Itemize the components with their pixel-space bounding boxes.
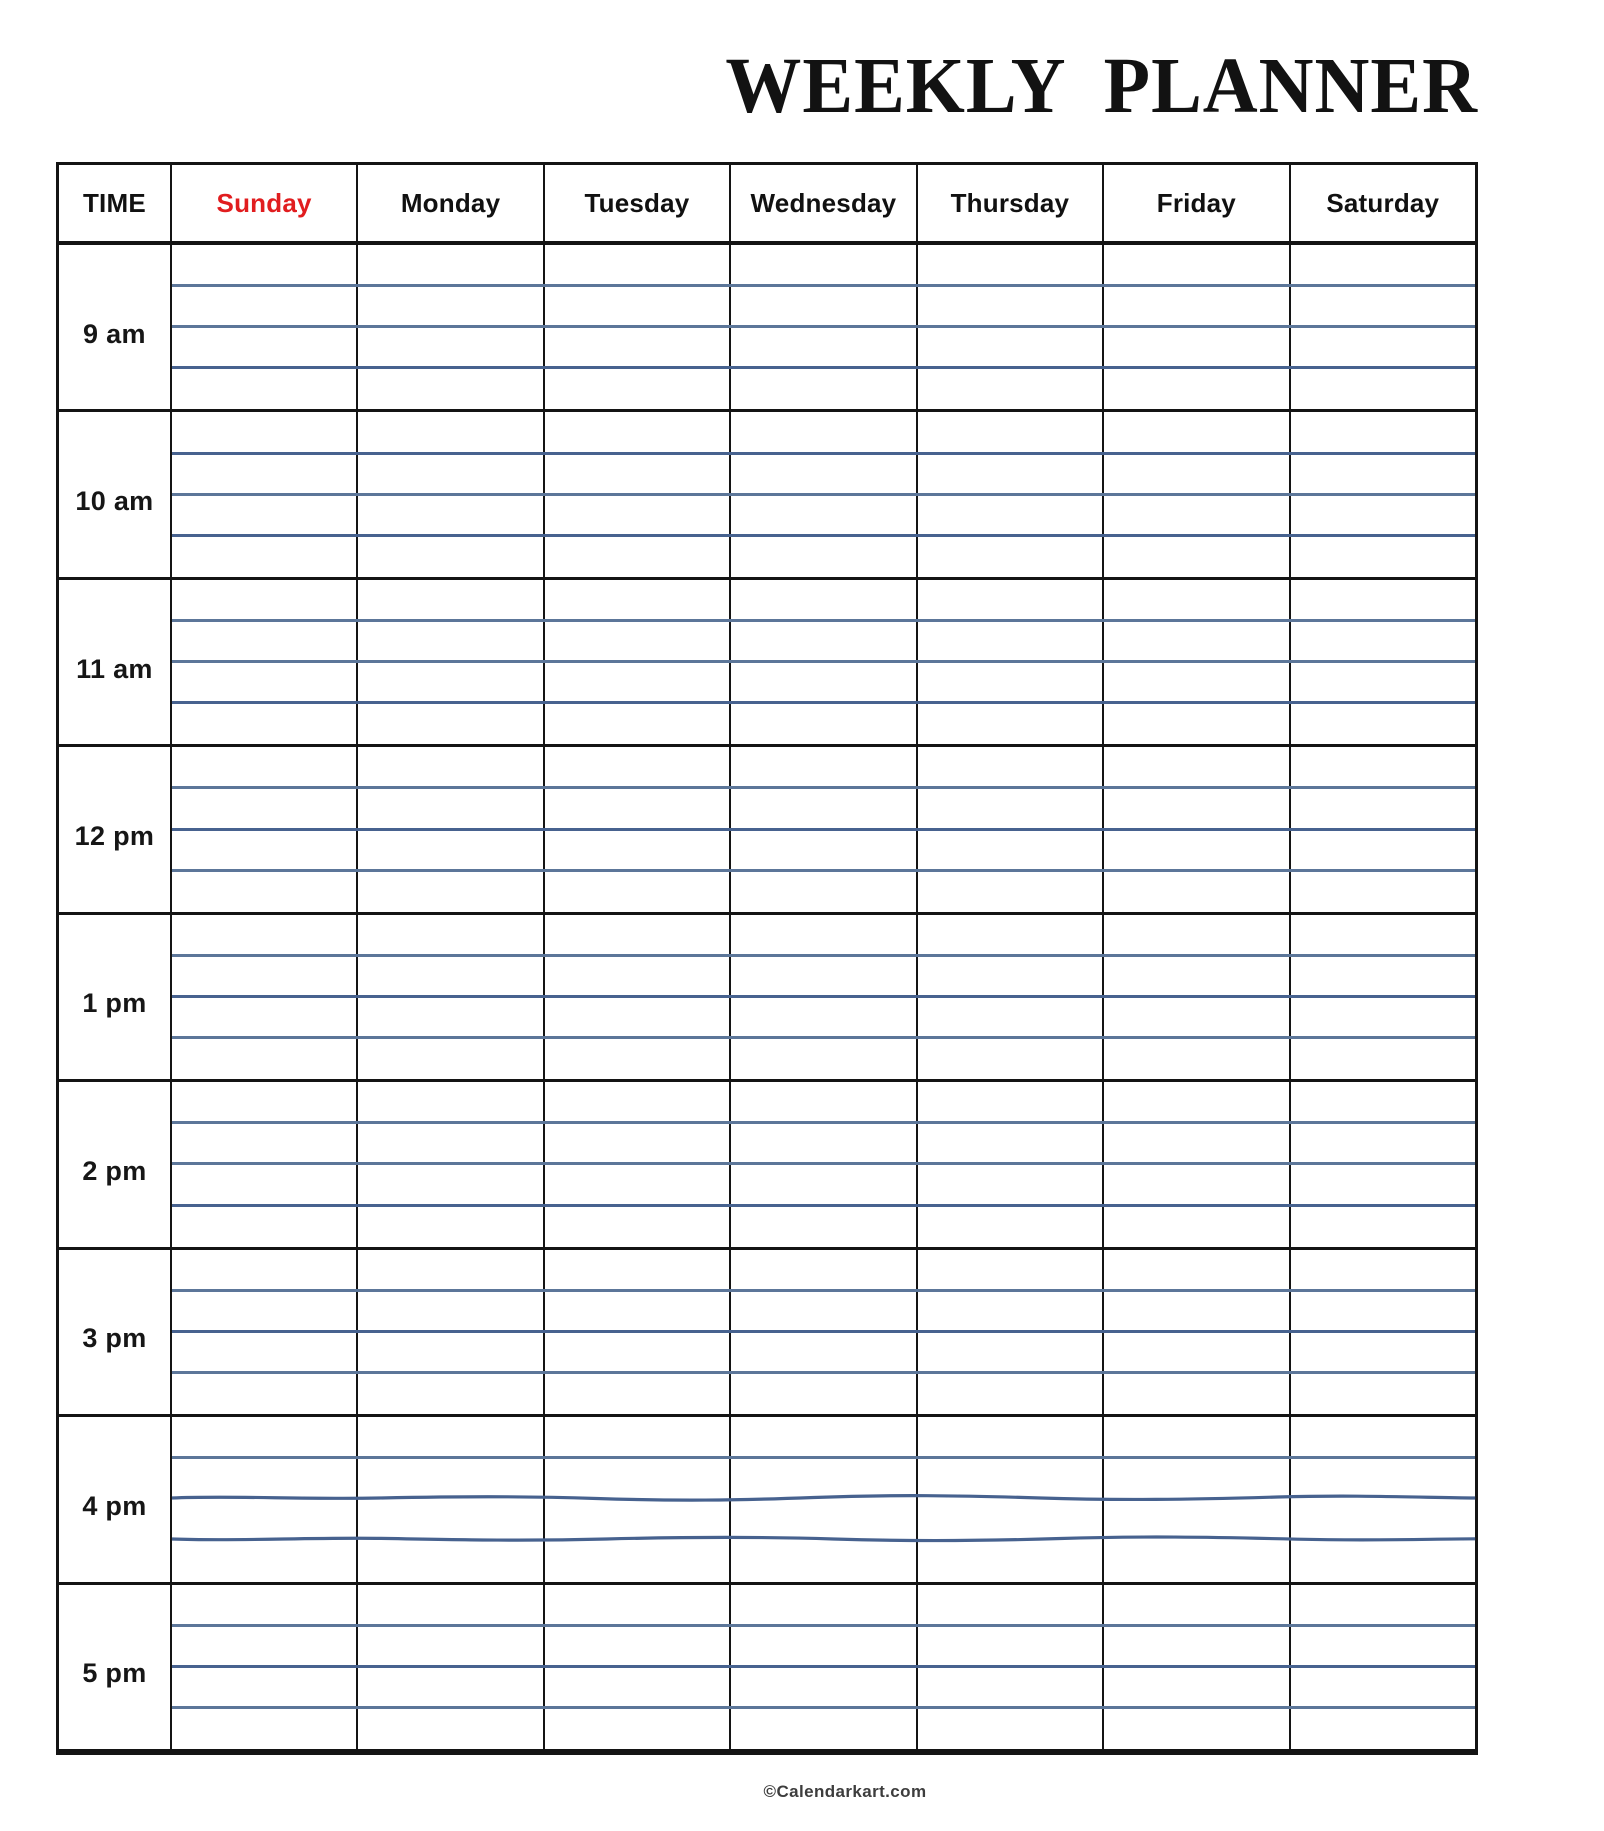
- wavy-ruled-line: [172, 1493, 1475, 1503]
- time-label: 5 pm: [82, 1658, 147, 1689]
- ruled-line: [172, 954, 1475, 957]
- time-row-10am: [59, 412, 1475, 579]
- time-label: 1 pm: [82, 988, 147, 1019]
- ruled-line: [172, 1036, 1475, 1039]
- footer-credit: ©Calendarkart.com: [763, 1782, 927, 1801]
- time-label: 3 pm: [82, 1323, 147, 1354]
- ruled-line: [172, 284, 1475, 287]
- day-cells: [170, 915, 1475, 1079]
- ruled-line: [172, 493, 1475, 496]
- ruled-line: [172, 1121, 1475, 1124]
- time-label: 11 am: [76, 653, 153, 684]
- time-row-5pm: [59, 1585, 1475, 1749]
- ruled-line: [172, 1289, 1475, 1292]
- time-label: 12 pm: [74, 821, 155, 852]
- ruled-line: [172, 1162, 1475, 1165]
- day-cells: [170, 747, 1475, 911]
- time-row-12pm: [59, 747, 1475, 914]
- ruled-line: [172, 619, 1475, 622]
- ruled-line: [172, 534, 1475, 537]
- day-header-monday: Monday: [356, 165, 542, 241]
- time-label: 10 am: [75, 486, 154, 517]
- time-row-11am: [59, 580, 1475, 747]
- wavy-ruled-line: [172, 1534, 1475, 1544]
- ruled-line: [172, 869, 1475, 872]
- day-header-sunday: Sunday: [170, 165, 356, 241]
- ruled-line: [172, 995, 1475, 998]
- time-label: 2 pm: [82, 1155, 147, 1186]
- time-row-3pm: [59, 1250, 1475, 1417]
- day-cells: [170, 1250, 1475, 1414]
- ruled-line: [172, 701, 1475, 704]
- time-row-4pm: [59, 1417, 1475, 1584]
- header-row: [59, 165, 1475, 245]
- ruled-line: [172, 1371, 1475, 1374]
- day-cells: [170, 580, 1475, 744]
- day-cells: [170, 412, 1475, 576]
- time-label: 9 am: [83, 318, 146, 349]
- ruled-line: [172, 1204, 1475, 1207]
- weekly-planner-table: [56, 162, 1478, 1755]
- time-column-header: TIME: [82, 187, 146, 218]
- time-row-2pm: [59, 1082, 1475, 1249]
- page-title: WEEKLY PLANNER: [725, 42, 1478, 130]
- ruled-line: [172, 325, 1475, 328]
- day-header-thursday: Thursday: [916, 165, 1102, 241]
- ruled-line: [172, 828, 1475, 831]
- ruled-line: [172, 1706, 1475, 1709]
- day-cells: [170, 1417, 1475, 1581]
- day-header-saturday: Saturday: [1289, 165, 1475, 241]
- time-row-1pm: [59, 915, 1475, 1082]
- ruled-line: [172, 1665, 1475, 1668]
- ruled-line: [172, 452, 1475, 455]
- day-cells: [170, 1082, 1475, 1246]
- day-cells: [170, 245, 1475, 409]
- ruled-line: [172, 366, 1475, 369]
- time-label: 4 pm: [82, 1490, 147, 1521]
- day-header-friday: Friday: [1102, 165, 1288, 241]
- day-cells: [170, 1585, 1475, 1749]
- ruled-line: [172, 1330, 1475, 1333]
- ruled-line: [172, 1624, 1475, 1627]
- day-header-tuesday: Tuesday: [543, 165, 729, 241]
- day-header-wednesday: Wednesday: [729, 165, 915, 241]
- ruled-line: [172, 660, 1475, 663]
- time-row-9am: [59, 245, 1475, 412]
- ruled-line: [172, 786, 1475, 789]
- ruled-line: [172, 1456, 1475, 1459]
